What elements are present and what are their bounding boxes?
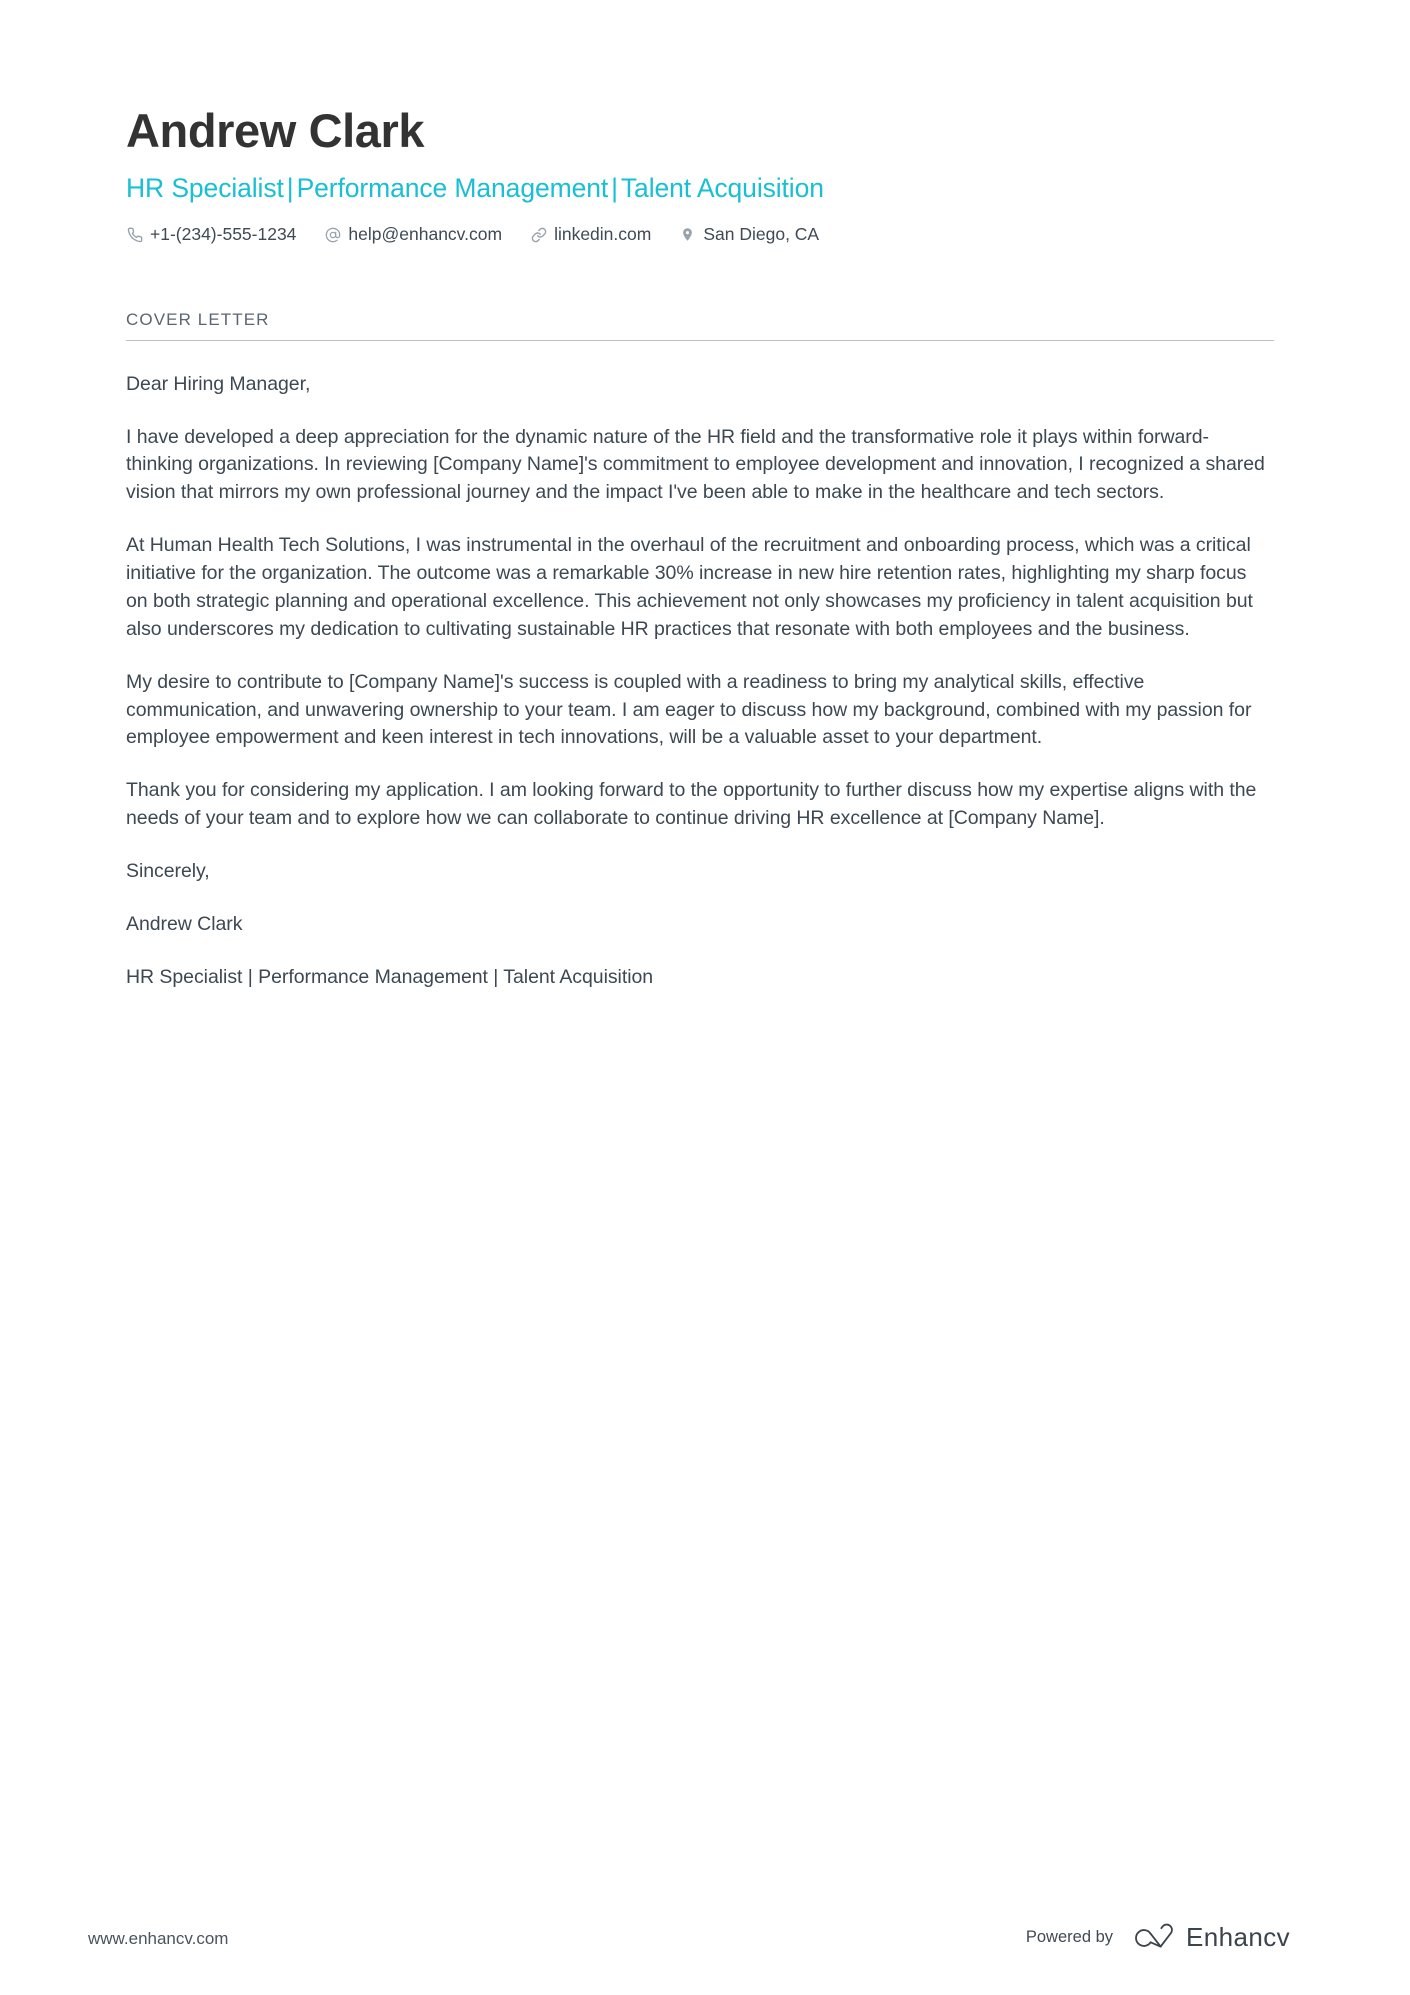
contact-link-value: linkedin.com: [554, 224, 652, 245]
contact-phone-value: +1-(234)-555-1234: [150, 224, 297, 245]
letter-paragraph-2: At Human Health Tech Solutions, I was instrumental in the overhaul of the recruitment and onboarding process, which was a critical initiative for the organization. The outcome was a remarkable 30% increase in new hire retention rates, highlighting my sharp focus on both strategic planning and operational excellence. This achievement not only showcases my proficiency in talent acquisition but also underscores my dedication to cultivating sustainable HR practices that resonate with both employees and the business.: [126, 534, 1253, 640]
section-divider: [126, 340, 1274, 341]
contact-email-value: help@enhancv.com: [348, 224, 503, 245]
letter-paragraph-3: My desire to contribute to [Company Name]'s success is coupled with a readiness to bring my analytical skills, effective communication, and unwavering ownership to your team. I am eager to discuss how my background, combined with my passion for employee empowerment and keen interest in tech innovations, will be a valuable asset to your department.: [126, 670, 1252, 749]
email-icon: [324, 226, 341, 243]
letter-paragraph-1: I have developed a deep appreciation for the dynamic nature of the HR field and the transformative role it plays within forward-thinking organizations. In reviewing [Company Name]'s commitment to employee development and innovation, I recognized a shared vision that mirrors my own professional journey and the impact I've been able to make in the healthcare and tech sectors.: [126, 425, 1265, 504]
contact-phone[interactable]: [126, 226, 296, 244]
powered-by-label: Powered by: [1025, 1928, 1114, 1946]
signature-name: Andrew Clark: [126, 912, 243, 935]
page-footer: [0, 1877, 1410, 1995]
candidate-headline: [126, 172, 1276, 205]
signature-title: HR Specialist | Performance Management | Talent Acquisition: [126, 965, 654, 988]
footer-branding: [1026, 1922, 1290, 1953]
headline-part-1: HR Specialist: [126, 173, 284, 204]
enhancv-brand-name: Enhancv: [1186, 1922, 1290, 1952]
contact-email[interactable]: [324, 226, 502, 244]
link-icon: [530, 226, 547, 243]
candidate-name: Andrew Clark: [126, 104, 425, 157]
contact-location: [679, 226, 819, 244]
enhancv-brand-lockup[interactable]: [1131, 1922, 1290, 1953]
footer-website-url[interactable]: www.enhancv.com: [88, 1929, 229, 1948]
letter-closing: Sincerely,: [126, 860, 210, 883]
document-content: [126, 0, 1276, 1017]
phone-icon: [126, 226, 143, 243]
letter-body: [126, 371, 1269, 992]
location-pin-icon: [679, 226, 696, 243]
letter-paragraph-4: Thank you for considering my application. I am looking forward to the opportunity to further discuss how my expertise aligns with the needs of your team and to explore how we can collaborate to continue driving HR excellence at [Company Name].: [126, 779, 1257, 830]
contact-list: [126, 226, 1276, 244]
contact-location-value: San Diego, CA: [703, 224, 820, 245]
enhancv-logo-icon: [1131, 1923, 1175, 1953]
section-title: COVER LETTER: [126, 309, 270, 329]
headline-separator: |: [611, 173, 618, 204]
headline-part-2: Performance Management: [296, 173, 609, 204]
headline-part-3: Talent Acquisition: [620, 173, 824, 204]
cover-letter-section: [126, 310, 1276, 992]
document-header: [126, 0, 1276, 244]
contact-link[interactable]: [530, 226, 651, 244]
headline-separator: |: [286, 173, 294, 204]
letter-salutation: Dear Hiring Manager,: [126, 372, 311, 395]
